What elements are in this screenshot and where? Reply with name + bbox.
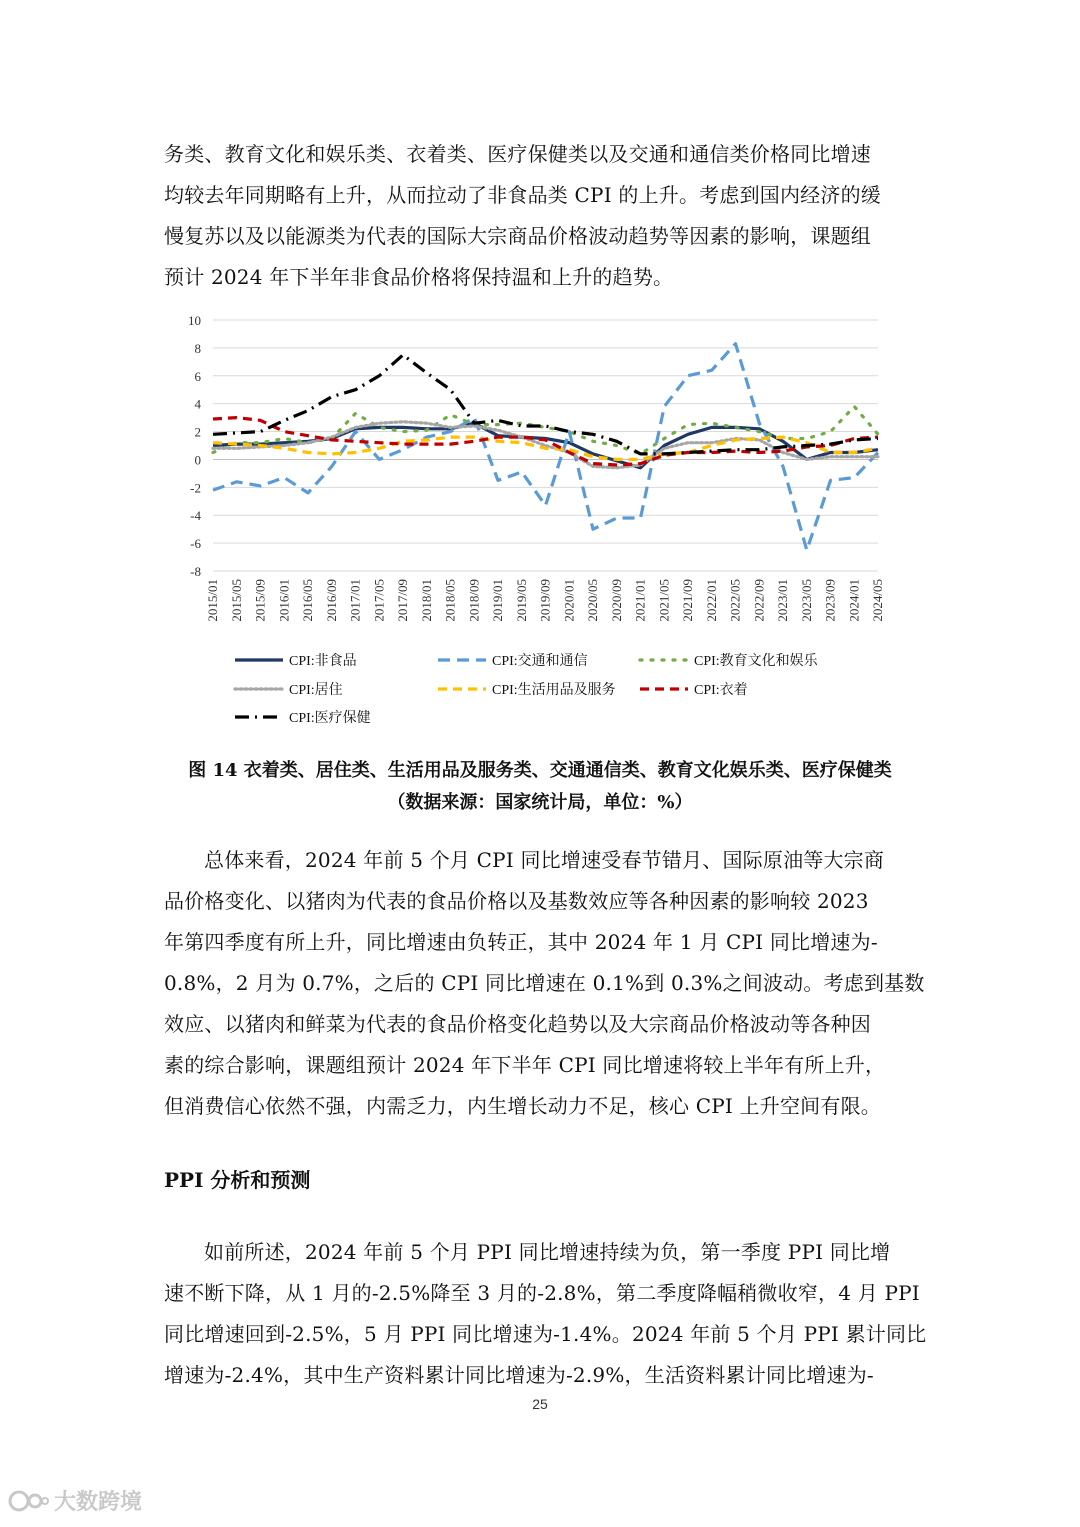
paragraph-line: 年第四季度有所上升，同比增速由负转正，其中 2024 年 1 月 CPI 同比增速为- — [164, 930, 878, 954]
legend-label: CPI:医疗保健 — [289, 711, 371, 726]
x-tick-label: 2016/01 — [276, 579, 292, 622]
x-tick-label: 2020/05 — [585, 579, 600, 622]
x-tick-label: 2023/05 — [798, 579, 814, 622]
x-tick-label: 2018/09 — [466, 579, 482, 622]
x-tick-label: 2022/09 — [751, 579, 767, 622]
x-tick-label: 2017/01 — [347, 579, 363, 622]
legend-label: CPI:教育文化和娱乐 — [694, 654, 818, 669]
cpi-line-chart — [160, 305, 920, 745]
y-tick-label: -4 — [190, 508, 201, 524]
paragraph-line: 慢复苏以及以能源类为代表的国际大宗商品价格波动趋势等因素的影响，课题组 — [164, 224, 871, 248]
y-tick-label: 6 — [194, 368, 201, 384]
x-tick-label: 2023/09 — [822, 579, 838, 622]
paragraph-line: 预计 2024 年下半年非食品价格将保持温和上升的趋势。 — [164, 265, 674, 289]
paragraph-1 — [164, 134, 916, 298]
watermark-text: 大数跨境 — [54, 1490, 143, 1515]
x-tick-label: 2017/09 — [395, 579, 410, 622]
paragraph-line: 效应、以猪肉和鲜菜为代表的食品价格变化趋势以及大宗商品价格波动等各种因 — [164, 1012, 871, 1036]
figure-caption: 图 14 衣着类、居住类、生活用品及服务类、交通通信类、教育文化娱乐类、医疗保健类 — [188, 760, 892, 781]
paragraph-line: 均较去年同期略有上升，从而拉动了非食品类 CPI 的上升。考虑到国内经济的缓 — [164, 183, 881, 207]
paragraph-line: 增速为-2.4%，其中生产资料累计同比增速为-2.9%，生活资料累计同比增速为- — [164, 1363, 874, 1387]
section-heading: PPI 分析和预测 — [164, 1168, 311, 1192]
watermark-logo-icon — [8, 1488, 50, 1514]
paragraph-line: 同比增速回到-2.5%，5 月 PPI 同比增速为-1.4%。2024 年前 5 个月 PPI 累计同比 — [164, 1322, 927, 1346]
x-tick-label: 2022/05 — [727, 579, 743, 622]
x-tick-label: 2016/05 — [300, 579, 315, 622]
legend-label: CPI:非食品 — [289, 654, 357, 669]
paragraph-line: 但消费信心依然不强，内需乏力，内生增长动力不足，核心 CPI 上升空间有限。 — [164, 1094, 881, 1118]
x-tick-label: 2021/01 — [632, 579, 648, 622]
x-tick-label: 2015/09 — [252, 579, 268, 622]
paragraph-line: 素的综合影响，课题组预计 2024 年下半年 CPI 同比增速将较上半年有所上升， — [164, 1053, 886, 1077]
y-tick-label: 0 — [194, 452, 201, 468]
x-tick-label: 2020/09 — [608, 579, 624, 622]
legend-label: CPI:生活用品及服务 — [492, 683, 616, 698]
watermark — [8, 1485, 142, 1516]
x-tick-label: 2015/05 — [228, 579, 244, 622]
x-tick-label: 2018/01 — [418, 579, 434, 622]
legend-label: CPI:居住 — [289, 683, 343, 698]
x-tick-label: 2022/01 — [703, 579, 719, 622]
x-tick-label: 2023/01 — [775, 579, 790, 622]
x-tick-label: 2017/05 — [371, 579, 387, 622]
y-tick-label: -6 — [190, 536, 201, 552]
x-tick-label: 2020/01 — [561, 579, 577, 622]
y-tick-label: -8 — [190, 564, 201, 579]
x-tick-label: 2024/01 — [846, 579, 862, 622]
x-tick-label: 2015/01 — [205, 579, 220, 622]
y-tick-label: -2 — [190, 480, 201, 496]
x-tick-label: 2019/09 — [537, 579, 553, 622]
x-tick-label: 2021/05 — [656, 579, 672, 622]
y-tick-label: 2 — [194, 424, 201, 440]
legend-label: CPI:交通和通信 — [492, 654, 588, 669]
paragraph-2 — [164, 840, 925, 1127]
x-tick-label: 2021/09 — [680, 579, 695, 622]
legend-label: CPI:衣着 — [694, 683, 748, 698]
paragraph-line: 如前所述，2024 年前 5 个月 PPI 同比增速持续为负，第一季度 PPI 同比增 — [204, 1240, 891, 1264]
x-tick-label: 2019/01 — [490, 579, 505, 622]
y-tick-label: 4 — [194, 396, 201, 412]
paragraph-line: 0.8%，2 月为 0.7%，之后的 CPI 同比增速在 0.1%到 0.3%之间波动。考虑到基数 — [164, 971, 925, 995]
paragraph-line: 速不断下降，从 1 月的-2.5%降至 3 月的-2.8%，第二季度降幅稍微收窄，4 月 PPI — [164, 1281, 920, 1305]
paragraph-3 — [164, 1232, 927, 1396]
x-tick-label: 2019/05 — [513, 579, 529, 622]
x-tick-label: 2018/05 — [442, 579, 458, 622]
paragraph-line: 品价格变化、以猪肉为代表的食品价格以及基数效应等各种因素的影响较 2023 — [164, 889, 869, 913]
paragraph-line: 总体来看，2024 年前 5 个月 CPI 同比增速受春节错月、国际原油等大宗商 — [204, 848, 885, 872]
y-tick-label: 10 — [188, 313, 201, 328]
page-number: 25 — [532, 1396, 548, 1412]
series-line — [213, 422, 878, 468]
y-tick-label: 8 — [194, 340, 201, 356]
x-tick-label: 2024/05 — [870, 579, 885, 622]
figure-source: （数据来源：国家统计局，单位：%） — [387, 792, 693, 813]
paragraph-line: 务类、教育文化和娱乐类、衣着类、医疗保健类以及交通和通信类价格同比增速 — [164, 142, 871, 166]
x-tick-label: 2016/09 — [323, 579, 339, 622]
